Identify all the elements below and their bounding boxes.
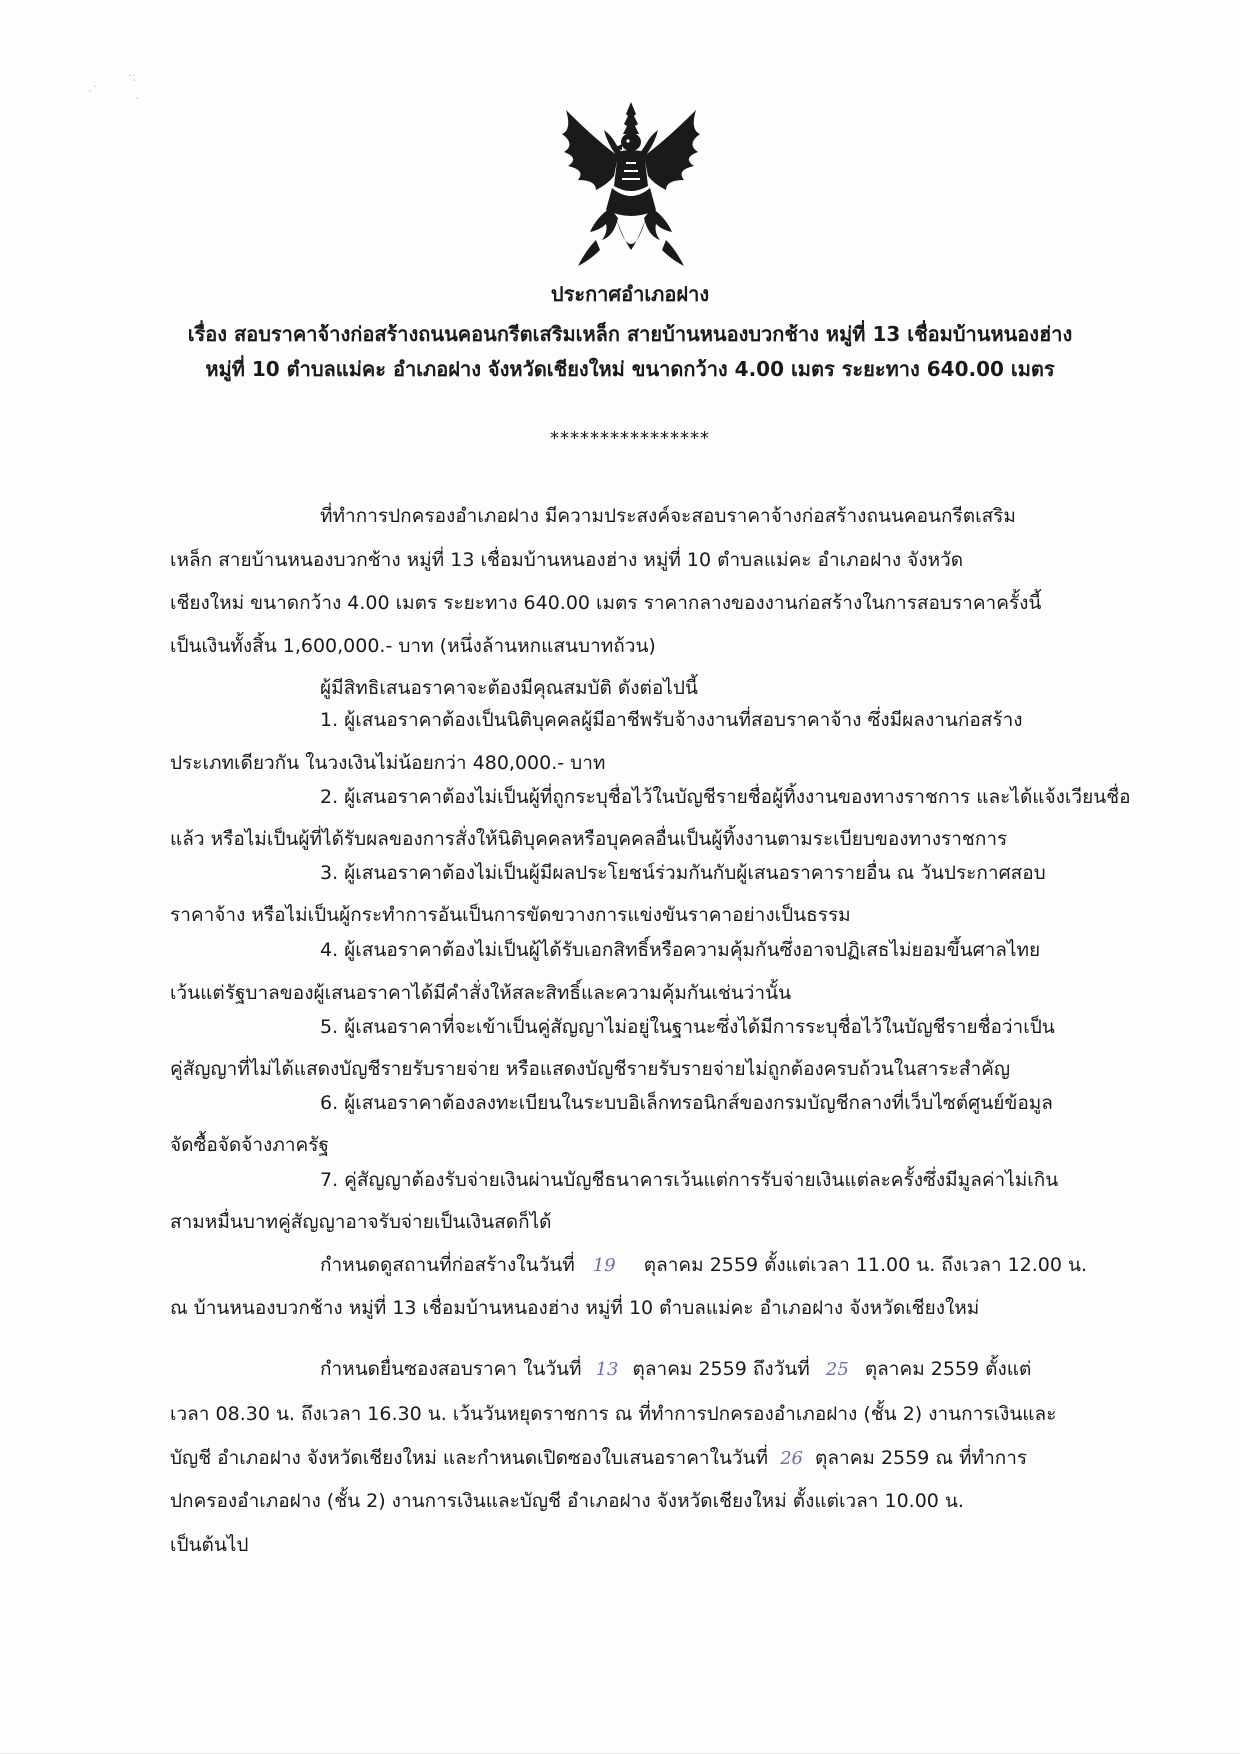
- scan-speck: ·˙: [88, 84, 98, 98]
- qualification-item: คู่สัญญาที่ไม่ได้แสดงบัญชีรายรับรายจ่าย หรือแสดงบัญชีรายรับรายจ่ายไม่ถูกต้องครบถ้วนในสาระสำคัญ: [170, 1058, 1011, 1080]
- submission-line: [320, 1360, 1031, 1379]
- page-title: ประกาศอำเภอฝาง: [550, 282, 710, 306]
- qualifications-heading: ผู้มีสิทธิเสนอราคาจะต้องมีคุณสมบัติ ดังต่อไปนี้: [320, 677, 698, 699]
- submission-text: กำหนดยื่นซองสอบราคา ในวันที่: [320, 1358, 582, 1380]
- submission-text: ตุลาคม 2559 ตั้งแต่: [864, 1358, 1032, 1380]
- qualification-item: 1. ผู้เสนอราคาต้องเป็นนิติบุคคลผู้มีอาชีพรับจ้างงานที่สอบราคาจ้าง ซึ่งมีผลงานก่อสร้าง: [320, 709, 1023, 731]
- qualification-item: 5. ผู้เสนอราคาที่จะเข้าเป็นคู่สัญญาไม่อยู่ในฐานะซึ่งได้มีการระบุชื่อไว้ในบัญชีรายชื่อว่าเป็น: [320, 1016, 1055, 1038]
- qualification-item: 2. ผู้เสนอราคาต้องไม่เป็นผู้ที่ถูกระบุชื่อไว้ในบัญชีรายชื่อผู้ทิ้งงานของทางราชการ และได้แจ้งเวียนชื่อ: [320, 786, 1131, 808]
- qualification-item: 4. ผู้เสนอราคาต้องไม่เป็นผู้ได้รับเอกสิทธิ์หรือความคุ้มกันซึ่งอาจปฏิเสธไม่ยอมขึ้นศาลไทย: [320, 939, 1041, 961]
- handwritten-date: 13: [595, 1359, 619, 1380]
- handwritten-date: 25: [825, 1359, 849, 1380]
- qualification-item: จัดซื้อจัดจ้างภาครัฐ: [170, 1134, 329, 1156]
- submission-line: [170, 1449, 1027, 1468]
- intro-line: เชียงใหม่ ขนาดกว้าง 4.00 เมตร ระยะทาง 640.00 เมตร ราคากลางของงานก่อสร้างในการสอบราคาครั้งนี้: [170, 592, 1042, 614]
- submission-line: เป็นต้นไป: [170, 1534, 249, 1556]
- subject-line: เรื่อง สอบราคาจ้างก่อสร้างถนนคอนกรีตเสริมเหล็ก สายบ้านหนองบวกช้าง หมู่ที่ 13 เชื่อมบ้านหนองฮ่าง: [187, 322, 1073, 346]
- qualification-item: แล้ว หรือไม่เป็นผู้ที่ได้รับผลของการสั่งให้นิติบุคคลหรือบุคคลอื่นเป็นผู้ทิ้งงานตามระเบียบของทางราชการ: [170, 828, 1008, 850]
- site-visit-line: [320, 1256, 1087, 1275]
- scan-speck: ˑ:: [128, 70, 137, 84]
- scan-speck: ˙: [134, 96, 140, 110]
- qualification-item: ประเภทเดียวกัน ในวงเงินไม่น้อยกว่า 480,000.- บาท: [170, 752, 606, 774]
- qualification-item: สามหมื่นบาทคู่สัญญาอาจรับจ่ายเป็นเงินสดก็ได้: [170, 1211, 552, 1233]
- handwritten-date: 19: [592, 1255, 616, 1276]
- submission-line: ปกครองอำเภอฝาง (ชั้น 2) งานการเงินและบัญชี อำเภอฝาง จังหวัดเชียงใหม่ ตั้งแต่เวลา 10.00 น.: [170, 1490, 964, 1512]
- submission-text: บัญชี อำเภอฝาง จังหวัดเชียงใหม่ และกำหนดเปิดซองใบเสนอราคาในวันที่: [170, 1447, 769, 1469]
- submission-text: ตุลาคม 2559 ถึงวันที่: [632, 1358, 810, 1380]
- site-visit-text: ตุลาคม 2559 ตั้งแต่เวลา 11.00 น. ถึงเวลา 12.00 น.: [643, 1254, 1088, 1276]
- intro-line: ที่ทำการปกครองอำเภอฝาง มีความประสงค์จะสอบราคาจ้างก่อสร้างถนนคอนกรีตเสริม: [320, 505, 1016, 527]
- qualification-item: 7. คู่สัญญาต้องรับจ่ายเงินผ่านบัญชีธนาคารเว้นแต่การรับจ่ายเงินแต่ละครั้งซึ่งมีมูลค่าไม่เกิน: [320, 1169, 1059, 1191]
- qualification-item: เว้นแต่รัฐบาลของผู้เสนอราคาได้มีคำสั่งให้สละสิทธิ์และความคุ้มกันเช่นว่านั้น: [170, 982, 792, 1004]
- site-visit-text: กำหนดดูสถานที่ก่อสร้างในวันที่: [320, 1254, 575, 1276]
- separator: ****************: [550, 428, 710, 449]
- garuda-emblem-icon: [556, 100, 706, 270]
- submission-text: ตุลาคม 2559 ณ ที่ทำการ: [815, 1447, 1028, 1469]
- qualification-item: ราคาจ้าง หรือไม่เป็นผู้กระทำการอันเป็นการขัดขวางการแข่งขันราคาอย่างเป็นธรรม: [170, 904, 851, 926]
- qualification-item: 6. ผู้เสนอราคาต้องลงทะเบียนในระบบอิเล็กทรอนิกส์ของกรมบัญชีกลางที่เว็บไซต์ศูนย์ข้อมูล: [320, 1092, 1053, 1114]
- intro-line: เหล็ก สายบ้านหนองบวกช้าง หมู่ที่ 13 เชื่อมบ้านหนองฮ่าง หมู่ที่ 10 ตำบลแม่คะ อำเภอฝาง จังหวัด: [170, 549, 964, 571]
- subject-line: หมู่ที่ 10 ตำบลแม่คะ อำเภอฝาง จังหวัดเชียงใหม่ ขนาดกว้าง 4.00 เมตร ระยะทาง 640.00 เมตร: [205, 357, 1055, 381]
- intro-line: เป็นเงินทั้งสิ้น 1,600,000.- บาท (หนึ่งล้านหกแสนบาทถ้วน): [170, 635, 656, 657]
- site-visit-line: ณ บ้านหนองบวกช้าง หมู่ที่ 13 เชื่อมบ้านหนองฮ่าง หมู่ที่ 10 ตำบลแม่คะ อำเภอฝาง จังหวัดเชียงใหม่: [170, 1297, 980, 1319]
- handwritten-date: 26: [780, 1448, 803, 1469]
- qualification-item: 3. ผู้เสนอราคาต้องไม่เป็นผู้มีผลประโยชน์ร่วมกันกับผู้เสนอราคารายอื่น ณ วันประกาศสอบ: [320, 862, 1046, 884]
- submission-line: เวลา 08.30 น. ถึงเวลา 16.30 น. เว้นวันหยุดราชการ ณ ที่ทำการปกครองอำเภอฝาง (ชั้น 2) งานการเงินและ: [170, 1403, 1057, 1425]
